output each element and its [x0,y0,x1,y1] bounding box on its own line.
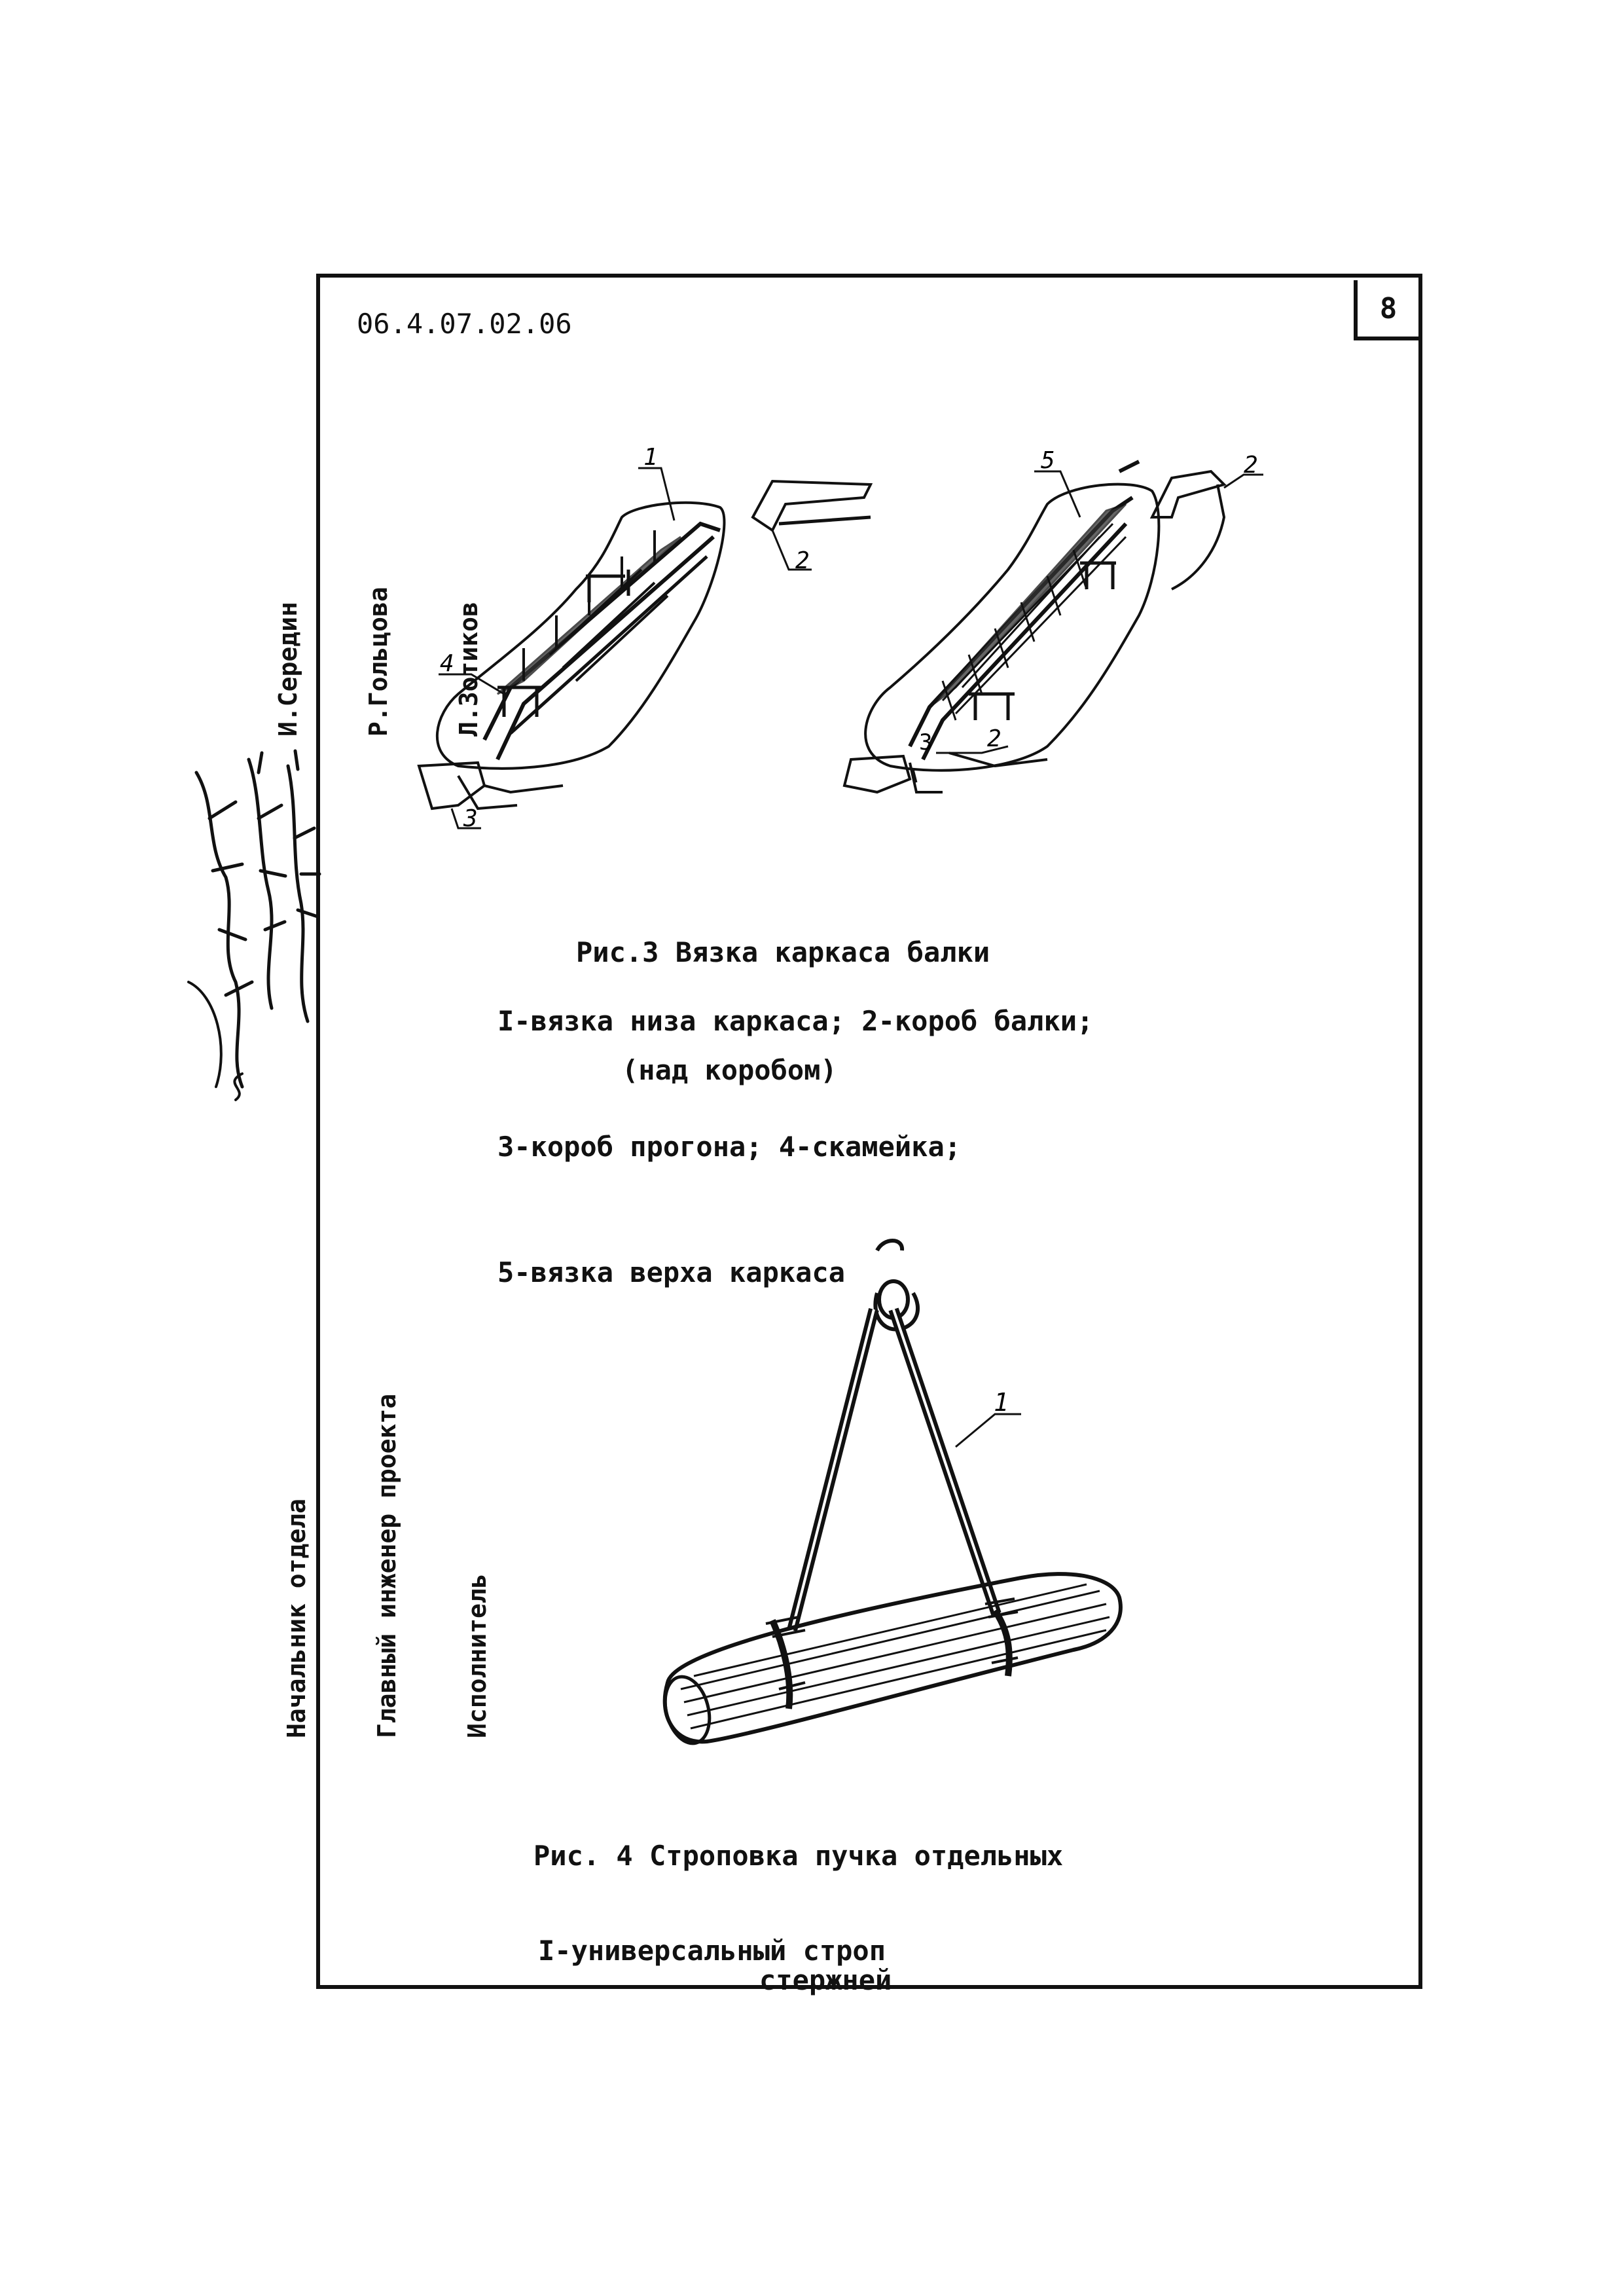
fig3-right-callout-3: 3 [919,729,933,756]
position-2: Главный инженер проекта [372,1393,401,1738]
fig3-left-callout-3: 3 [463,805,478,832]
fig3-right-callout-5: 5 [1041,447,1055,474]
sheet-number: 8 [1379,291,1398,325]
fig4-callout-1: 1 [994,1388,1009,1417]
fig3-caption-subtitle: (над коробом) [622,1054,837,1086]
fig3-right-callout-lines [913,471,1263,782]
fig4-caption-title: Рис. 4 Строповка пучка отдельных [533,1840,1064,1872]
fig3-legend-line-1: I-вязка низа каркаса; 2-короб балки; [497,1005,1094,1037]
fig3-right-callout-2-top: 2 [1244,452,1258,479]
signatory-name-2: Р.Гольцова [364,587,393,737]
fig4-caption-subtitle: стержней [759,1964,892,1996]
fig3-left-callout-lines [439,468,812,828]
fig3-left-callout-1: 1 [643,444,658,471]
position-3: Исполнитель [463,1573,492,1738]
fig3-legend-line-2: 3-короб прогона; 4-скамейка; [497,1131,962,1163]
fig4-callout-line [956,1414,1021,1447]
signatory-name-3: Л.Зотиков [454,602,483,737]
fig3-left-illustration [419,481,871,809]
signatory-name-1: И.Середин [274,602,302,737]
fig3-left-callout-4: 4 [440,650,454,677]
fig3-legend-line-3: 5-вязка верха каркаса [497,1256,846,1288]
fig3-right-callout-2-bottom: 2 [987,725,1001,752]
document-code: 06.4.07.02.06 [357,308,572,340]
position-1: Начальник отдела [282,1498,311,1738]
handwritten-signatures [189,751,319,1100]
fig4-legend [538,1846,886,2056]
fig3-legend [497,917,1093,1377]
fig3-caption-title: Рис.3 Вязка каркаса балки [576,936,990,968]
fig4-legend-line-1: I-универсальный строп [538,1935,886,1967]
fig3-right-illustration [844,462,1224,792]
fig3-left-callout-2: 2 [795,547,810,574]
